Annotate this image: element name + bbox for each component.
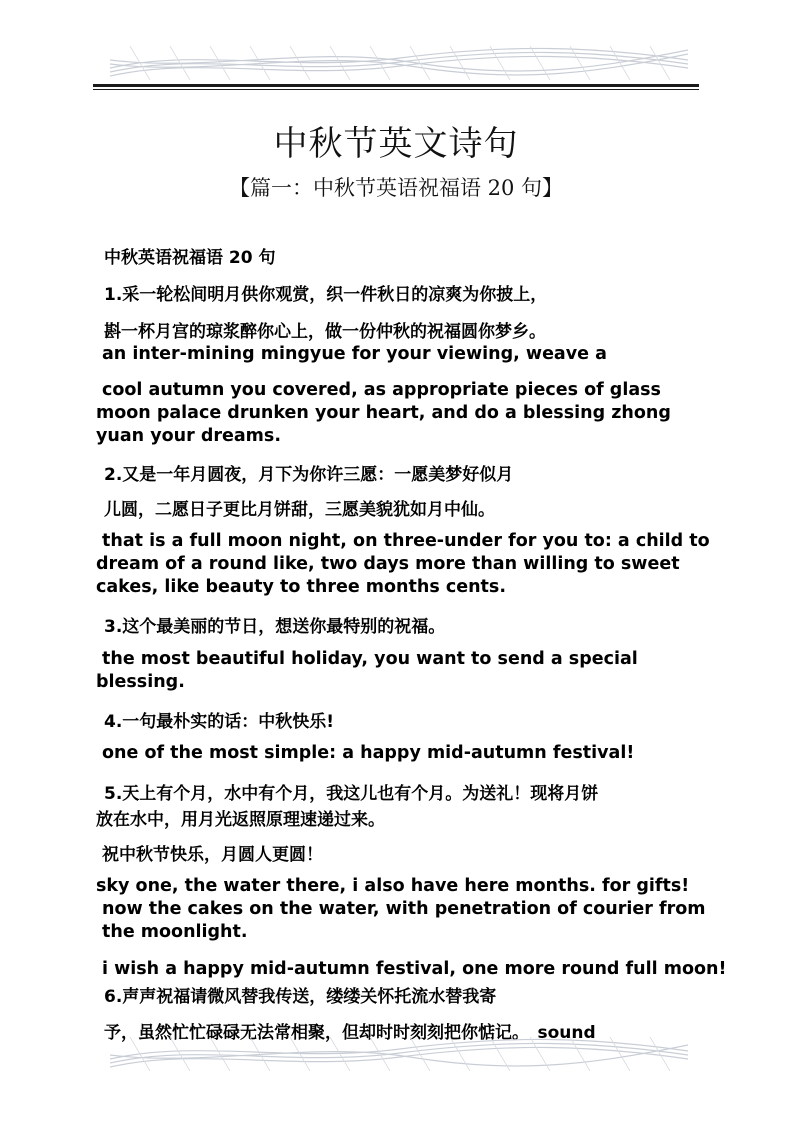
text-line: cool autumn you covered, as appropriate pieces of glass xyxy=(102,380,661,400)
footer-wave-decoration xyxy=(110,1037,688,1071)
text-line: 1.采一轮松间明月供你观赏，织一件秋日的凉爽为你披上， xyxy=(104,285,548,305)
header-wave-decoration xyxy=(110,46,688,80)
text-line: cakes, like beauty to three months cents. xyxy=(96,577,506,597)
text-line: 5.天上有个月，水中有个月，我这儿也有个月。为送礼！现将月饼 xyxy=(104,784,599,804)
text-line: 祝中秋节快乐，月圆人更圆！ xyxy=(102,845,323,865)
text-line: the moonlight. xyxy=(102,922,248,942)
document-subtitle: 【篇一：中秋节英语祝福语 20 句】 xyxy=(228,176,564,200)
section-heading: 中秋英语祝福语 20 句 xyxy=(104,248,276,268)
text-line: 3.这个最美丽的节日，想送你最特别的祝福。 xyxy=(104,617,446,637)
text-line: one of the most simple: a happy mid-autumn festival! xyxy=(102,743,635,763)
text-line: 予，虽然忙忙碌碌无法常相聚，但却时时刻刻把你惦记。 sound xyxy=(104,1023,596,1043)
text-line: now the cakes on the water, with penetration of courier from xyxy=(102,899,706,919)
text-line: blessing. xyxy=(96,672,185,692)
text-line: an inter-mining mingyue for your viewing, weave a xyxy=(102,344,607,364)
text-line: 儿圆，二愿日子更比月饼甜，三愿美貌犹如月中仙。 xyxy=(104,500,495,520)
text-line: the most beautiful holiday, you want to send a special xyxy=(102,649,638,669)
text-line: 斟一杯月宫的琼浆醉你心上，做一份仲秋的祝福圆你梦乡。 xyxy=(104,322,546,342)
header-rule-thick xyxy=(93,84,699,87)
text-line: 6.声声祝福请微风替我传送，缕缕关怀托流水替我寄 xyxy=(104,987,497,1007)
text-line: yuan your dreams. xyxy=(96,426,281,446)
text-line: 2.又是一年月圆夜，月下为你许三愿：一愿美梦好似月 xyxy=(104,465,514,485)
document-title: 中秋节英文诗句 xyxy=(273,124,519,164)
text-line: 4.一句最朴实的话：中秋快乐! xyxy=(104,712,335,732)
text-line: sky one, the water there, i also have here months. for gifts! xyxy=(96,876,690,896)
text-line: 放在水中，用月光返照原理速递过来。 xyxy=(96,810,385,830)
text-line: i wish a happy mid-autumn festival, one more round full moon! xyxy=(102,959,727,979)
header-rule-thin xyxy=(93,89,699,90)
text-line: dream of a round like, two days more than willing to sweet xyxy=(96,554,680,574)
text-line: moon palace drunken your heart, and do a blessing zhong xyxy=(96,403,671,423)
text-line: that is a full moon night, on three-under for you to: a child to xyxy=(102,531,710,551)
